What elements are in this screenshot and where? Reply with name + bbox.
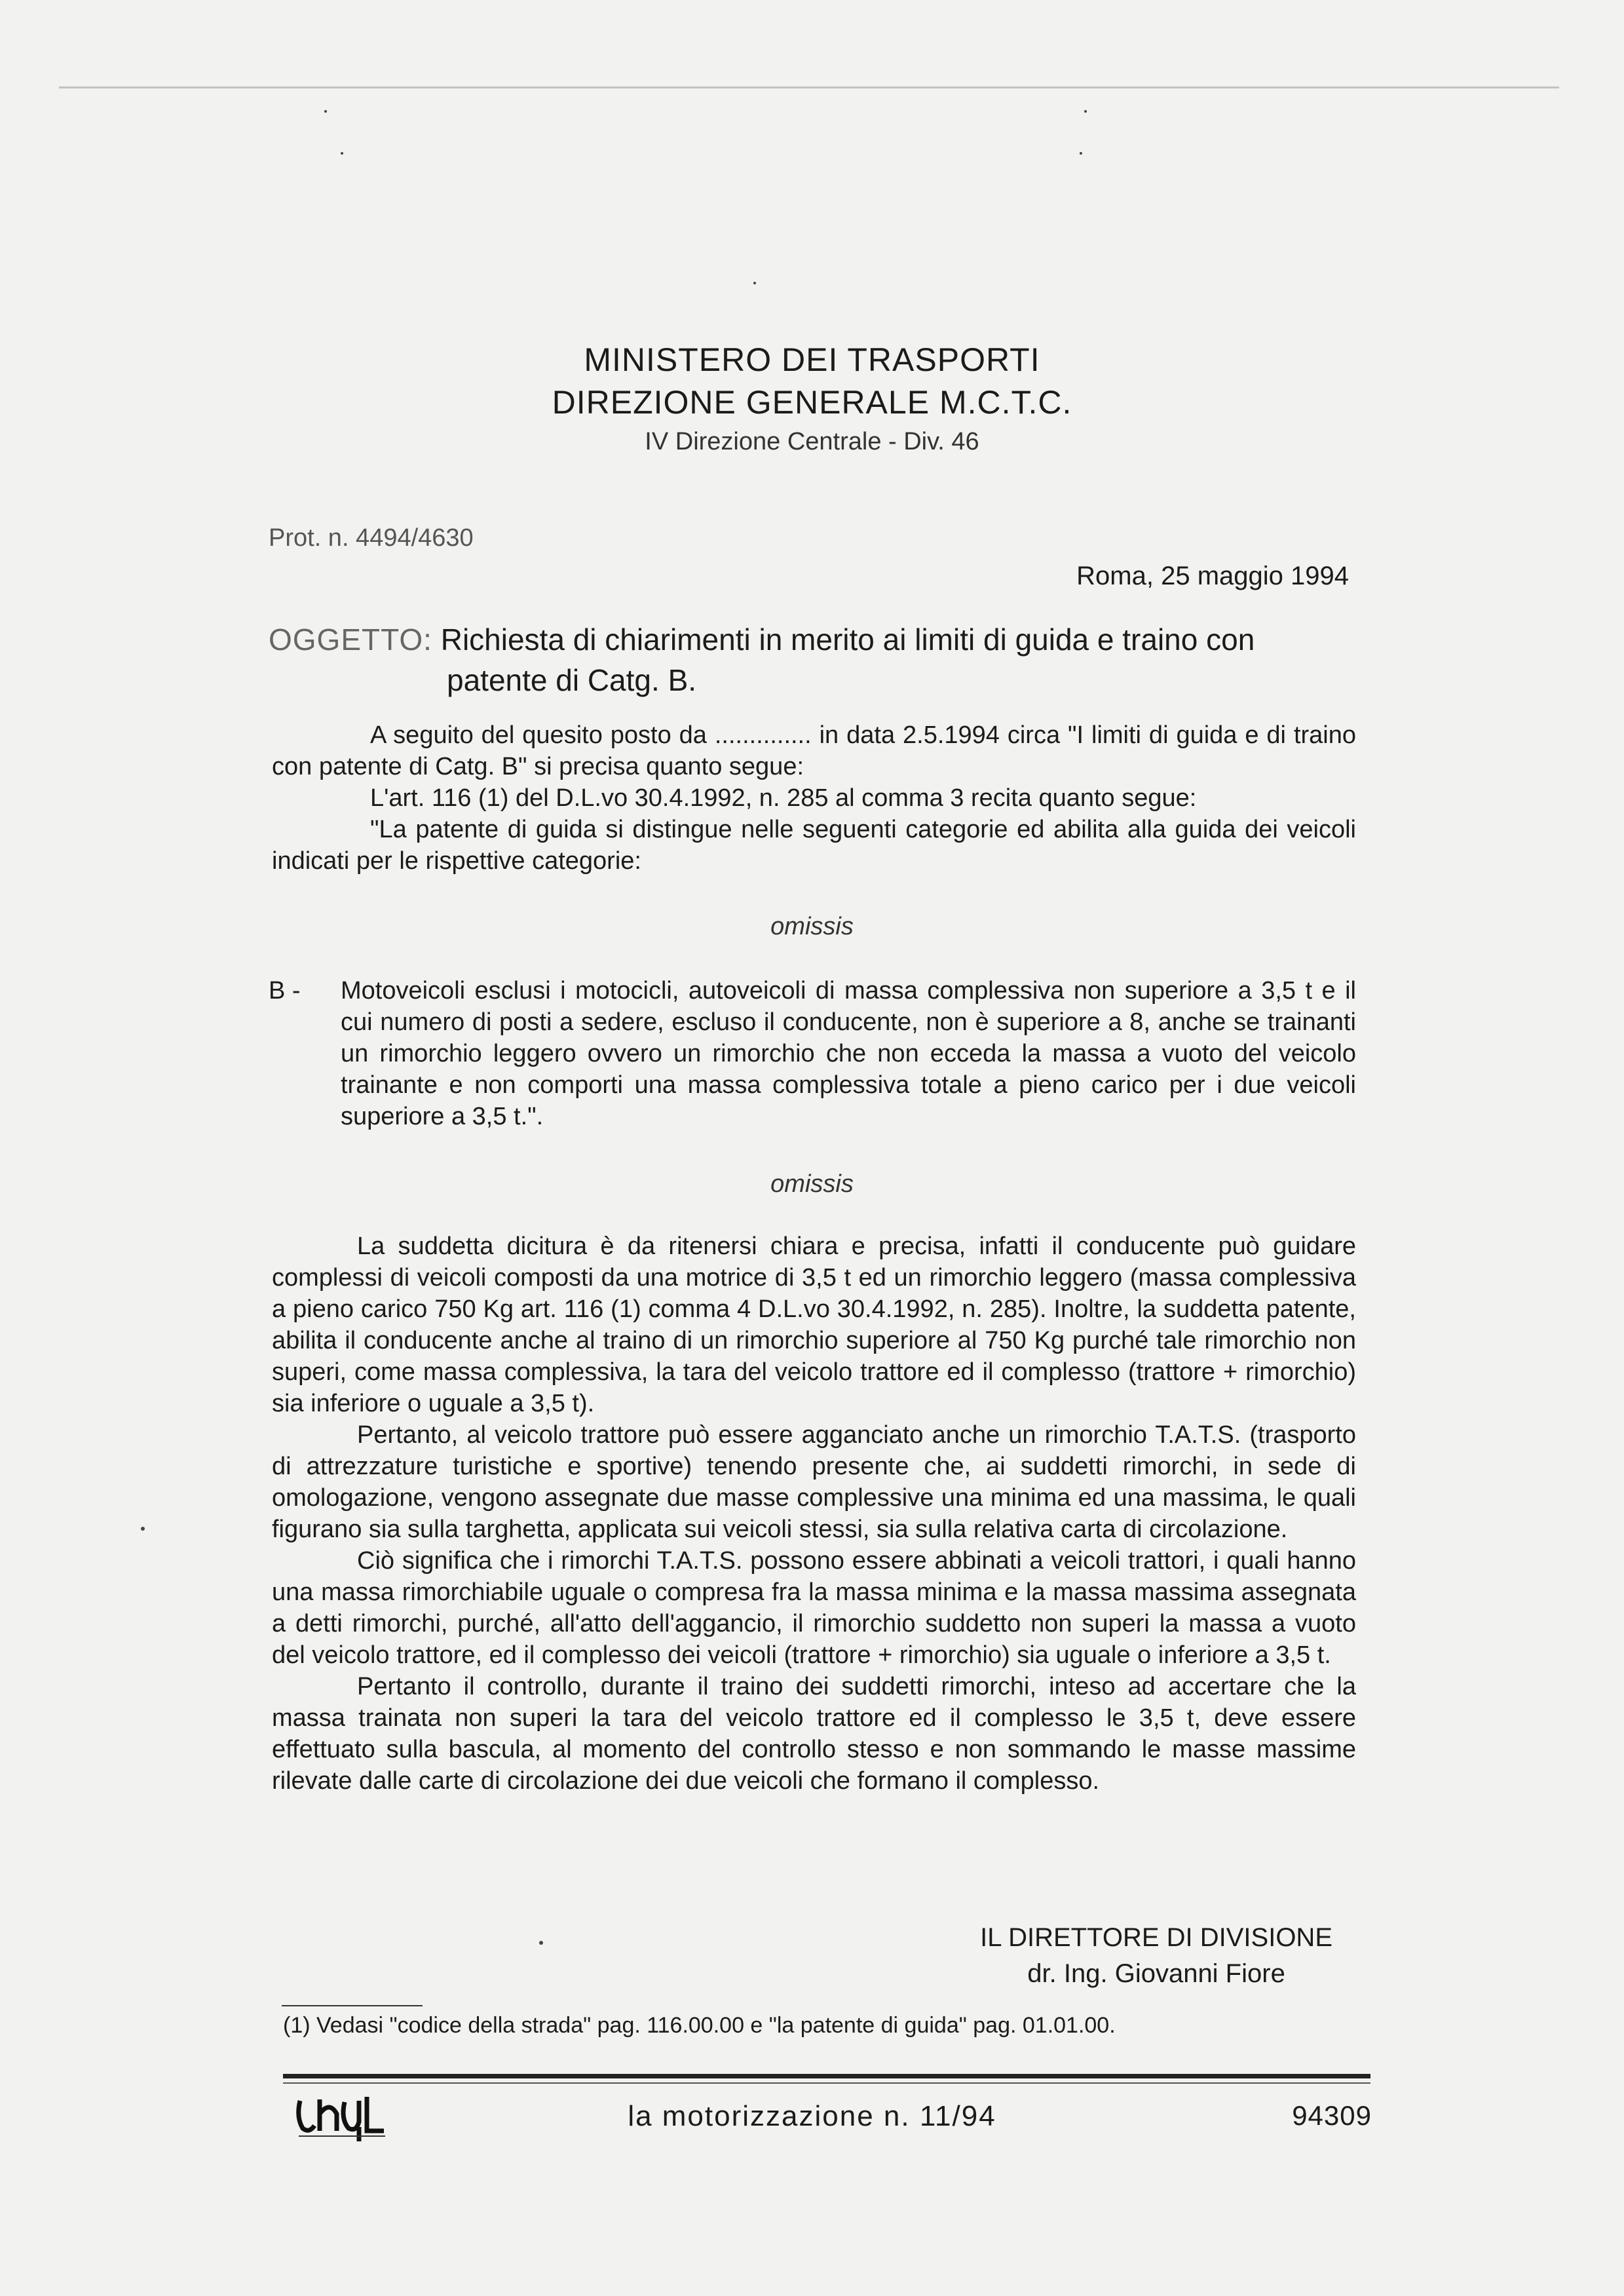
scan-speck xyxy=(341,152,343,155)
scan-speck xyxy=(141,1527,145,1531)
scan-speck xyxy=(324,110,327,113)
letter-date: Roma, 25 maggio 1994 xyxy=(1076,562,1349,590)
subject-label: OGGETTO: xyxy=(269,622,432,657)
journal-reference: la motorizzazione n. 11/94 xyxy=(628,2100,996,2132)
category-b-text: Motoveicoli esclusi i motocicli, autoveicoli di massa complessiva non superiore a 3,5 t e il cui numero di posti a sedere, escluso il conducente, non è superiore a 8, anche se trainanti un rimorchio leggero ovvero un rimorchio che non ecceda la massa a vuoto del veicolo trainante e non comporti una massa complessiva totale a pieno carico per i due veicoli superiore a 3,5 t.". xyxy=(341,977,1356,1130)
omissis-marker: omissis xyxy=(770,913,854,940)
scan-speck xyxy=(1084,110,1087,113)
category-b-item xyxy=(269,975,1356,1132)
scan-speck xyxy=(753,282,756,284)
ministry-title: MINISTERO DEI TRASPORTI xyxy=(584,341,1040,378)
body-paragraph: La suddetta dicitura è da ritenersi chiara e precisa, infatti il conducente può guidare complessi di veicoli composti da una motrice di 3,5 t ed un rimorchio leggero (massa complessiva a pieno carico 750 Kg art. 116 (1) comma 4 D.L.vo 30.4.1992, n. 285). Inoltre, la suddetta patente, abilita il conducente anche al traino di un rimorchio superiore al 750 Kg purché tale rimorchio non superi, come massa complessiva, la tara del veicolo trattore ed il complesso (trattore + rimorchio) sia inferiore o uguale a 3,5 t). xyxy=(272,1233,1356,1417)
signatory-name: dr. Ing. Giovanni Fiore xyxy=(1027,1959,1285,1988)
footnote-separator xyxy=(282,2005,423,2006)
footnote: (1) Vedasi "codice della strada" pag. 116.00.00 e "la patente di guida" pag. 01.01.00. xyxy=(283,2013,1116,2038)
division-line: IV Direzione Centrale - Div. 46 xyxy=(645,428,979,455)
directorate-title: DIREZIONE GENERALE M.C.T.C. xyxy=(552,384,1072,421)
body-paragraph: Pertanto, al veicolo trattore può essere agganciato anche un rimorchio T.A.T.S. (trasporto di attrezzature turistiche e sportive) tenendo presente che, ai suddetti rimorchi, in sede di omologazione, vengono assegnate due masse complessive una minima ed una massima, le quali figurano sia sulla targhetta, applicata sui veicoli stessi, sia sulla relativa carta di circolazione. xyxy=(272,1421,1356,1543)
body-paragraph: Ciò significa che i rimorchi T.A.T.S. possono essere abbinati a veicoli trattori, i quali hanno una massa rimorchiabile uguale o compresa fra la massa minima e la massa massima assegnata a detti rimorchi, purché, all'atto dell'aggancio, il rimorchio suddetto non superi la massa a vuoto del veicolo trattore, ed il complesso dei veicoli (trattore + rimorchio) sia uguale o inferiore a 3,5 t. xyxy=(272,1547,1356,1669)
category-b-marker: B - xyxy=(269,977,301,1004)
subject-line-1: Richiesta di chiarimenti in merito ai limiti di guida e traino con xyxy=(440,622,1255,657)
law-citation: L'art. 116 (1) del D.L.vo 30.4.1992, n. 285 al comma 3 recita quanto segue: xyxy=(370,784,1197,812)
scan-speck xyxy=(539,1941,543,1945)
intro-block xyxy=(272,719,1356,877)
signatory-title: IL DIRETTORE DI DIVISIONE xyxy=(980,1923,1332,1952)
intro-paragraph: A seguito del quesito posto da .............. in data 2.5.1994 circa "I limiti di guida e di traino con patente di Catg. B" si precisa quanto segue: xyxy=(272,721,1356,780)
subject-line-2: patente di Catg. B. xyxy=(447,663,697,697)
body-paragraph: Pertanto il controllo, durante il traino dei suddetti rimorchi, inteso ad accertare che la massa trainata non superi la tara del veicolo trattore ed il complesso le 3,5 t, deve essere effettuato sulla bascula, al momento del controllo stesso e non sommando le masse massime rilevate dalle carte di circolazione dei due veicoli che formano il complesso. xyxy=(272,1673,1356,1795)
footer-rule-thin xyxy=(283,2082,1370,2084)
top-scan-line xyxy=(59,86,1559,88)
subject-block xyxy=(269,619,1356,700)
footer-rule xyxy=(283,2074,1370,2078)
omissis-marker: omissis xyxy=(770,1170,854,1198)
protocol-number: Prot. n. 4494/4630 xyxy=(269,524,474,552)
law-quote-start: "La patente di guida si distingue nelle seguenti categorie ed abilita alla guida dei veicoli indicati per le rispettive categorie: xyxy=(272,816,1356,875)
scan-speck xyxy=(1080,152,1082,155)
signature-block xyxy=(980,1923,1332,1989)
main-body xyxy=(272,1231,1356,1797)
document-code: 94309 xyxy=(1292,2100,1372,2131)
